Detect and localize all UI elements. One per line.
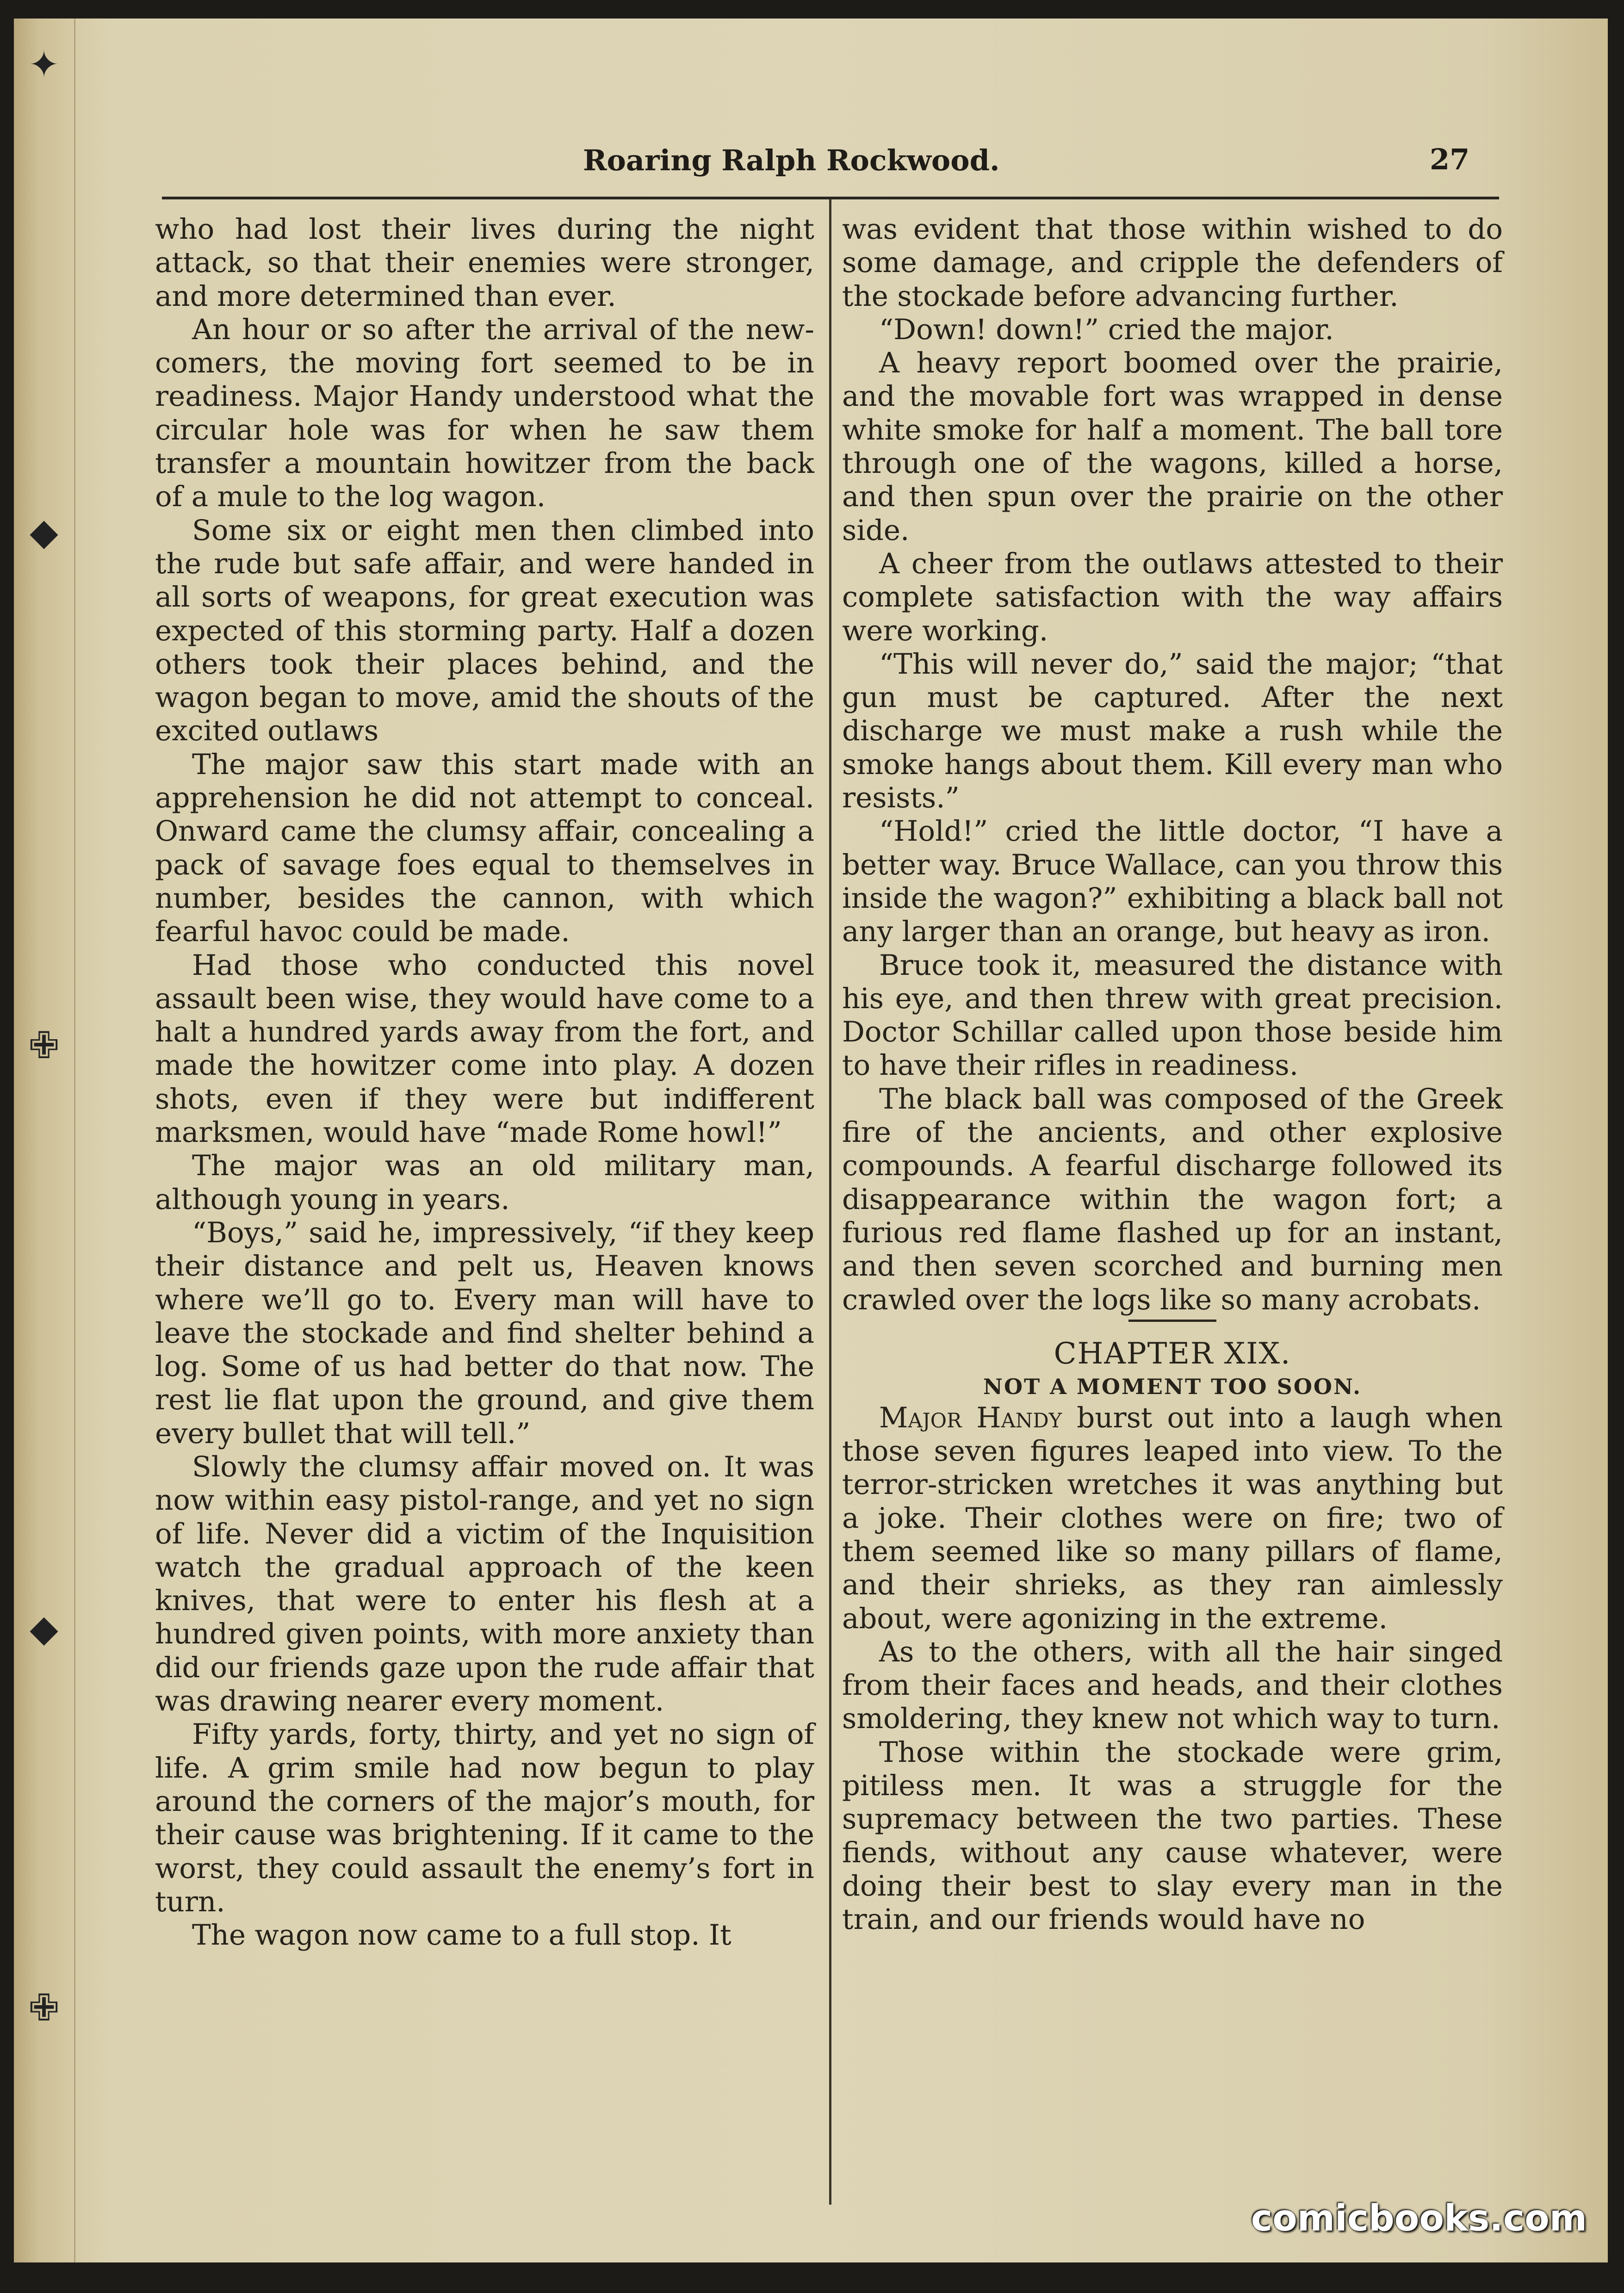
paragraph: An hour or so after the arrival of the new-comers, the moving fort seemed to be in readiness. Major Handy understood what the circular hole was for when he saw them transfer a mountain howitzer from the back of a mule to the log wagon. (155, 313, 814, 514)
paragraph: A heavy report boomed over the prairie, and the movable fort was wrapped in dense white smoke for half a moment. The ball tore through one of the wagons, killed a horse, and then spun over the prairie on the other side. (842, 347, 1503, 547)
paragraph: “Hold!” cried the little doctor, “I have a better way. Bruce Wallace, can you throw this inside the wagon?” exhibiting a black ball not any larger than an orange, but heavy as iron. (842, 815, 1503, 948)
page-number: 27 (1430, 143, 1470, 176)
paragraph: Bruce took it, measured the distance with his eye, and then threw with great precision. Doctor Schillar called upon those beside him to have their rifles in readiness. (842, 948, 1503, 1082)
paragraph: The major saw this start made with an apprehension he did not attempt to conceal. Onward came the clumsy affair, concealing a pack of savage foes equal to themselves in number, besides the cannon, with which fearful havoc could be made. (155, 748, 814, 948)
binding-stitch-icon: ✦ (28, 43, 60, 86)
paragraph: “This will never do,” said the major; “that gun must be captured. After the next discharge we must make a rush while the smoke hangs about them. Kill every man who resists.” (842, 647, 1503, 815)
page-binding (14, 19, 75, 2262)
paragraph: Those within the stockade were grim, pitiless men. It was a struggle for the supremacy between the two parties. These fiends, without any cause whatever, were doing their best to slay every man in the train, and our friends would have no (842, 1735, 1503, 1936)
paragraph: A cheer from the outlaws attested to their complete satisfaction with the way affairs were working. (842, 547, 1503, 647)
column-divider (829, 199, 831, 2205)
paragraph: “Boys,” said he, impressively, “if they keep their distance and pelt us, Heaven knows where we’ll go to. Every man will have to leave the stockade and find shelter behind a log. Some of us had better do that now. The rest lie flat upon the ground, and give them every bullet that will tell.” (155, 1216, 814, 1450)
right-column (842, 213, 1503, 1937)
chapter-lead-words: Major Handy (879, 1401, 1062, 1434)
paragraph: As to the others, with all the hair singed from their faces and heads, and their clothes smoldering, they knew not which way to turn. (842, 1635, 1503, 1735)
running-header-title: Roaring Ralph Rockwood. (583, 143, 1000, 177)
paragraph: “Down! down!” cried the major. (879, 313, 1334, 346)
binding-stitch-icon: ◆ (30, 510, 58, 553)
magazine-page (14, 19, 1608, 2262)
paragraph: The major was an old military man, although young in years. (155, 1149, 814, 1216)
binding-stitch-icon: ◆ (30, 1607, 58, 1650)
chapter-opening-text: burst out into a laugh when those seven figures leaped into view. To the terror-stricken wretches it was anything but a joke. Their clothes were on fire; two of them seemed like so many pillars of flame, and their shrieks, as they ran aimlessly about, were agonizing in the extreme. (842, 1401, 1503, 1635)
paragraph: Had those who conducted this novel assault been wise, they would have come to a halt a hundred yards away from the fort, and made the howitzer come into play. A dozen shots, even if they were but indifferent marksmen, would have “made Rome howl!” (155, 948, 814, 1149)
paragraph: was evident that those within wished to do some damage, and cripple the defenders of the stockade before advancing further. (842, 213, 1503, 313)
chapter-separator (1128, 1320, 1216, 1322)
chapter-heading: CHAPTER XIX. (1054, 1336, 1291, 1371)
paragraph: The wagon now came to a full stop. It (192, 1919, 731, 1952)
paragraph: Fifty yards, forty, thirty, and yet no sign of life. A grim smile had now begun to play around the corners of the major’s mouth, for their cause was brightening. If it came to the worst, they could assault the enemy’s fort in turn. (155, 1718, 814, 1918)
binding-stitch-icon: ✙ (28, 1986, 60, 2029)
paragraph: Some six or eight men then climbed into the rude but safe affair, and were handed in all sorts of weapons, for great execution was expected of this storming party. Half a dozen others took their places behind, and the wagon began to move, amid the shouts of the excited outlaws (155, 514, 814, 748)
source-watermark: comicbooks.com (1251, 2198, 1587, 2239)
paragraph: Slowly the clumsy affair moved on. It was now within easy pistol-range, and yet no sign of life. Never did a victim of the Inquisition watch the gradual approach of the keen knives, that were to enter his flesh at a hundred given points, with more anxiety than did our friends gaze upon the rude affair that was drawing nearer every moment. (155, 1450, 814, 1718)
chapter-opening-paragraph (842, 1401, 1503, 1636)
binding-stitch-icon: ✙ (28, 1024, 60, 1067)
chapter-subtitle: NOT A MOMENT TOO SOON. (983, 1374, 1362, 1399)
left-column (155, 213, 814, 1952)
paragraph: who had lost their lives during the night attack, so that their enemies were stronger, and more determined than ever. (155, 213, 814, 313)
paragraph: The black ball was composed of the Greek fire of the ancients, and other explosive compounds. A fearful discharge followed its disappearance within the wagon fort; a furious red flame flashed up for an instant, and then seven scorched and burning men crawled over the logs like so many acrobats. (842, 1082, 1503, 1316)
